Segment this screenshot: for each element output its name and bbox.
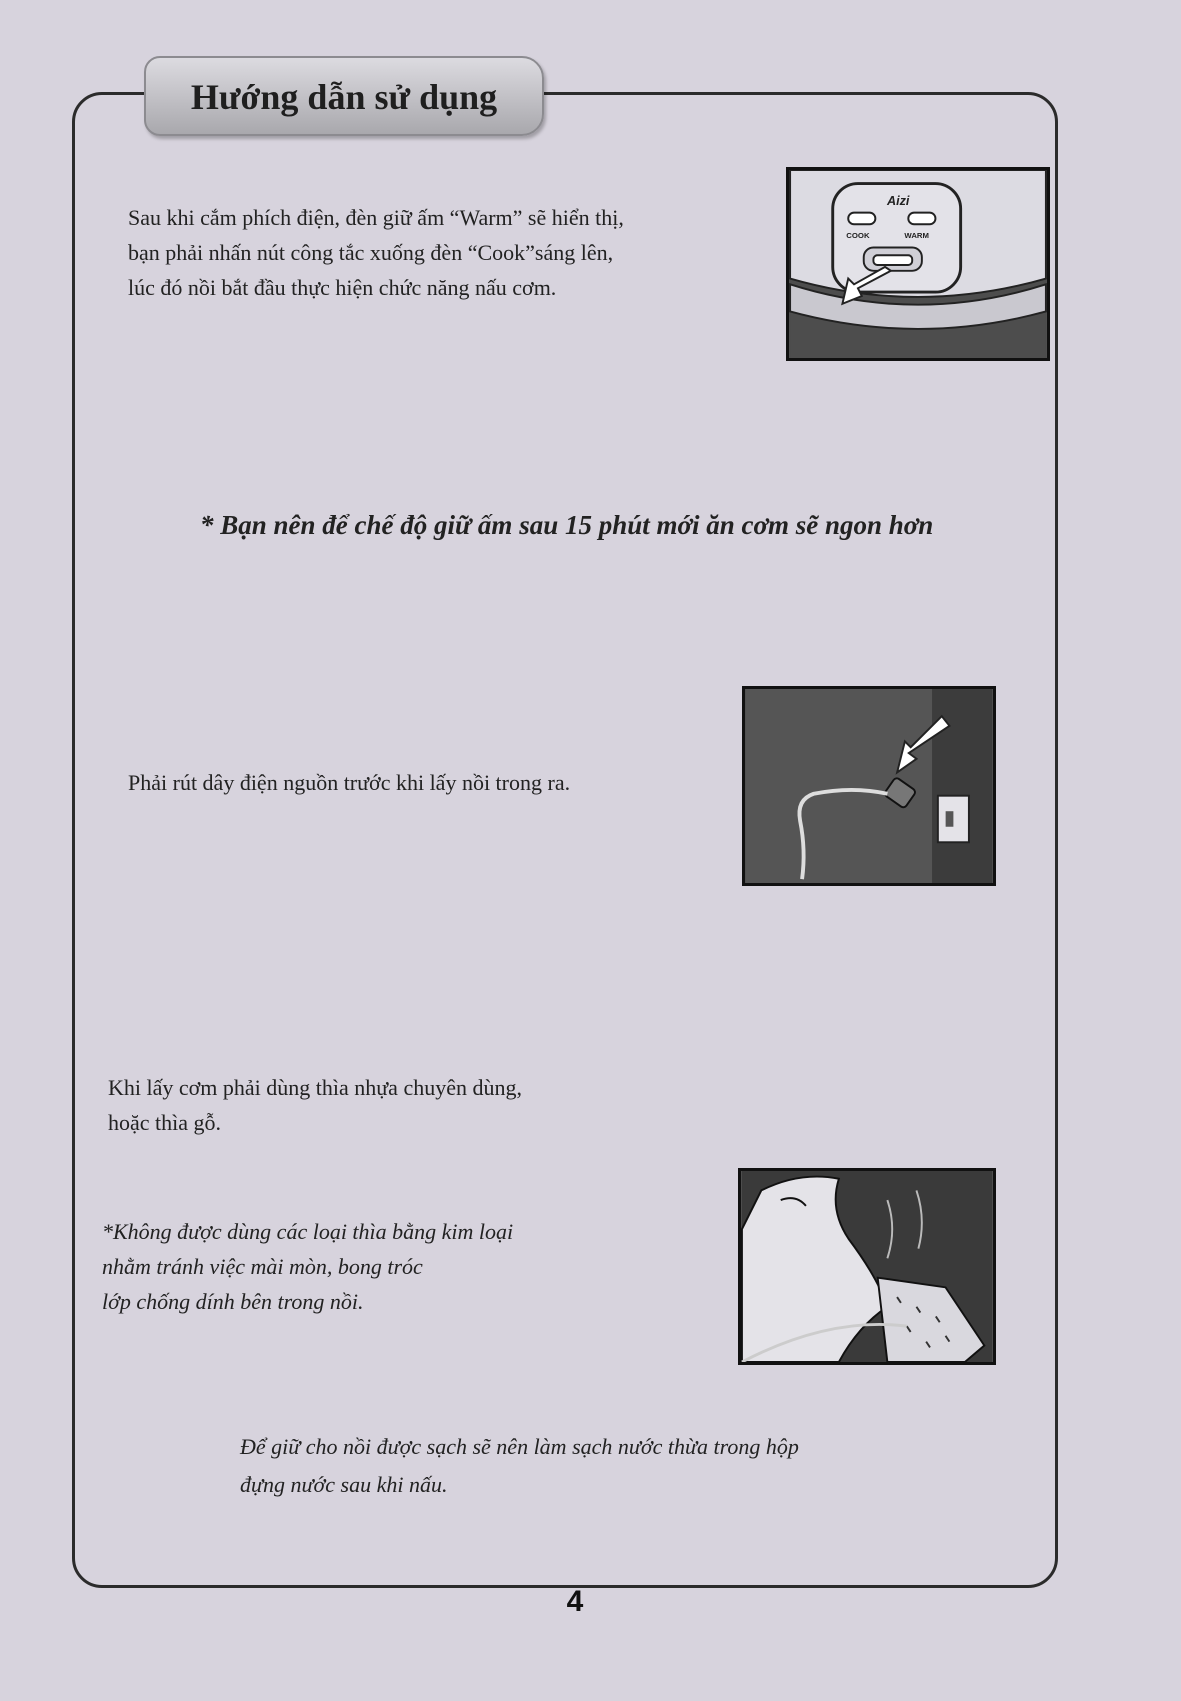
unplug-illustration <box>742 686 996 886</box>
warning-line: nhằm tránh việc mài mòn, bong tróc <box>102 1254 423 1279</box>
cook-label: COOK <box>846 230 870 240</box>
page-number: 4 <box>566 1585 584 1618</box>
tip-line: Để giữ cho nồi được sạch sẽ nên làm sạch nước thừa trong hộp <box>240 1434 799 1459</box>
instruction-line: Khi lấy cơm phải dùng thìa nhựa chuyên dùng, <box>108 1075 522 1100</box>
instruction-line: bạn phải nhấn nút công tắc xuống đèn “Cook”sáng lên, <box>128 240 614 265</box>
rice-scooping-illustration <box>738 1168 996 1365</box>
instruction-line: Phải rút dây điện nguồn trước khi lấy nồi trong ra. <box>128 770 571 795</box>
warning-line: *Không được dùng các loại thìa bằng kim loại <box>102 1219 514 1244</box>
instruction-unplug <box>128 765 570 800</box>
instruction-power-on <box>128 200 624 305</box>
title-tab <box>144 56 544 136</box>
control-panel-illustration <box>786 167 1050 361</box>
warning-line: lớp chống dính bên trong nồi. <box>102 1289 364 1314</box>
warm-mode-tip: * Bạn nên để chế độ giữ ấm sau 15 phút mới ăn cơm sẽ ngon hơn <box>200 510 934 540</box>
tip-line: đựng nước sau khi nấu. <box>240 1472 448 1497</box>
metal-spoon-warning <box>102 1214 513 1319</box>
instruction-line: lúc đó nồi bắt đầu thực hiện chức năng nấu cơm. <box>128 275 557 300</box>
instruction-line: Sau khi cắm phích điện, đèn giữ ấm “Warm” sẽ hiển thị, <box>128 205 624 230</box>
instruction-line: hoặc thìa gỗ. <box>108 1110 222 1135</box>
warm-label: WARM <box>904 230 929 240</box>
page-title: Hướng dẫn sử dụng <box>190 77 498 117</box>
instruction-spoon <box>108 1070 522 1140</box>
clean-water-box-tip <box>240 1428 799 1504</box>
brand-logo: Aizi <box>886 193 910 208</box>
